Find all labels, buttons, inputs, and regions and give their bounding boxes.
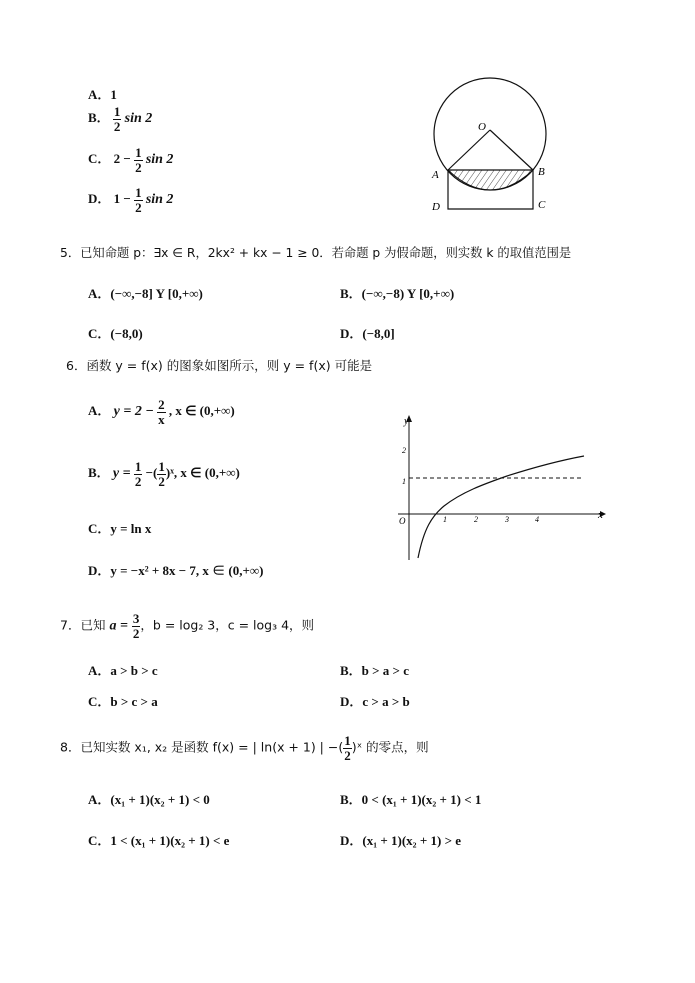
- q4-d-fraction: $\frac{1}{2}$: [135, 185, 142, 215]
- q5-option-b: B．(−∞,−8) Y [0,+∞): [340, 286, 455, 301]
- q6-b-fraction1: $\frac{1}{2}$: [134, 459, 142, 489]
- x-tick-1: 1: [443, 515, 447, 524]
- q6-option-a: A． y = 2 − $\frac{2}{x}$ , x ∈ (0,+∞): [88, 397, 235, 427]
- q8-option-c: C．1 < (x₁ + 1)(x₂ + 1) < e: [88, 833, 230, 848]
- shaded-segment: [448, 170, 533, 190]
- q6-function-graph: [392, 408, 614, 563]
- q4-c-fraction: $\frac{1}{2}$: [135, 145, 142, 175]
- q4-b-fraction: $\frac{1}{2}$: [113, 104, 121, 134]
- q5-option-a: A．(−∞,−8] Y [0,+∞): [88, 286, 203, 301]
- q7-option-a: A．a > b > c: [88, 663, 158, 678]
- q7-option-c: C．b > c > a: [88, 694, 158, 709]
- q8-option-d: D．(x₁ + 1)(x₂ + 1) > e: [340, 833, 461, 848]
- q4-option-d: D． 1 − $\frac{1}{2}$ sin 2: [88, 185, 174, 215]
- q4-option-b: B． $\frac{1}{2}$ sin 2: [88, 104, 153, 134]
- q4-option-c: C． 2 − $\frac{1}{2}$ sin 2: [88, 145, 174, 175]
- origin-label: O: [399, 516, 406, 526]
- label-a: A: [432, 169, 439, 181]
- q6-a-fraction: $\frac{2}{x}$: [158, 397, 165, 427]
- x-tick-2: 2: [474, 515, 478, 524]
- q8-fraction: $\frac{1}{2}$: [344, 733, 351, 763]
- q8-option-b: B．0 < (x₁ + 1)(x₂ + 1) < 1: [340, 792, 482, 807]
- label-o: O: [478, 121, 486, 133]
- label-b: B: [538, 166, 545, 178]
- label-c: C: [538, 199, 546, 211]
- q6-option-d: D．y = −x² + 8x − 7, x ∈ (0,+∞): [88, 563, 264, 578]
- q6-stem: 6．函数 y = f(x) 的图象如图所示，则 y = f(x) 可能是: [66, 358, 373, 373]
- q6-option-b: B． y = $\frac{1}{2}$ −( $\frac{1}{2}$ )ˣ, x ∈ (0,+∞): [88, 459, 240, 489]
- radius-ob: [490, 130, 533, 170]
- q5-option-d: D．(−8,0]: [340, 326, 395, 341]
- q7-option-d: D．c > a > b: [340, 694, 410, 709]
- radius-oa: [448, 130, 490, 170]
- q7-fraction: $\frac{3}{2}$: [132, 611, 140, 641]
- q6-b-fraction2: $\frac{1}{2}$: [158, 459, 165, 489]
- q7-stem: 7．已知 a = $\frac{3}{2}$ ，b = log₂ 3，c = log₃ 4，则: [60, 611, 315, 641]
- y-tick-2: 2: [402, 446, 406, 455]
- q8-option-a: A．(x₁ + 1)(x₂ + 1) < 0: [88, 792, 210, 807]
- x-tick-3: 3: [505, 515, 509, 524]
- q5-option-c: C．(−8,0): [88, 326, 143, 341]
- function-curve: [418, 456, 584, 558]
- q4-circle-figure: [420, 75, 560, 220]
- q6-option-c: C．y = ln x: [88, 521, 152, 536]
- q8-stem: 8．已知实数 x₁, x₂ 是函数 f(x) = | ln(x + 1) | −( $\frac{1}{2}$ )ˣ 的零点，则: [60, 733, 429, 763]
- label-d: D: [432, 201, 440, 213]
- q4-option-a: A．1: [88, 87, 117, 102]
- x-tick-4: 4: [535, 515, 539, 524]
- q5-stem: 5．已知命题 p：∃x ∈ R，2kx² + kx − 1 ≥ 0．若命题 p 为假命题，则实数 k 的取值范围是: [60, 246, 572, 260]
- x-axis-label: x: [598, 509, 603, 521]
- y-axis-label: y: [404, 416, 409, 427]
- q7-option-b: B．b > a > c: [340, 663, 409, 678]
- y-tick-1: 1: [402, 477, 406, 486]
